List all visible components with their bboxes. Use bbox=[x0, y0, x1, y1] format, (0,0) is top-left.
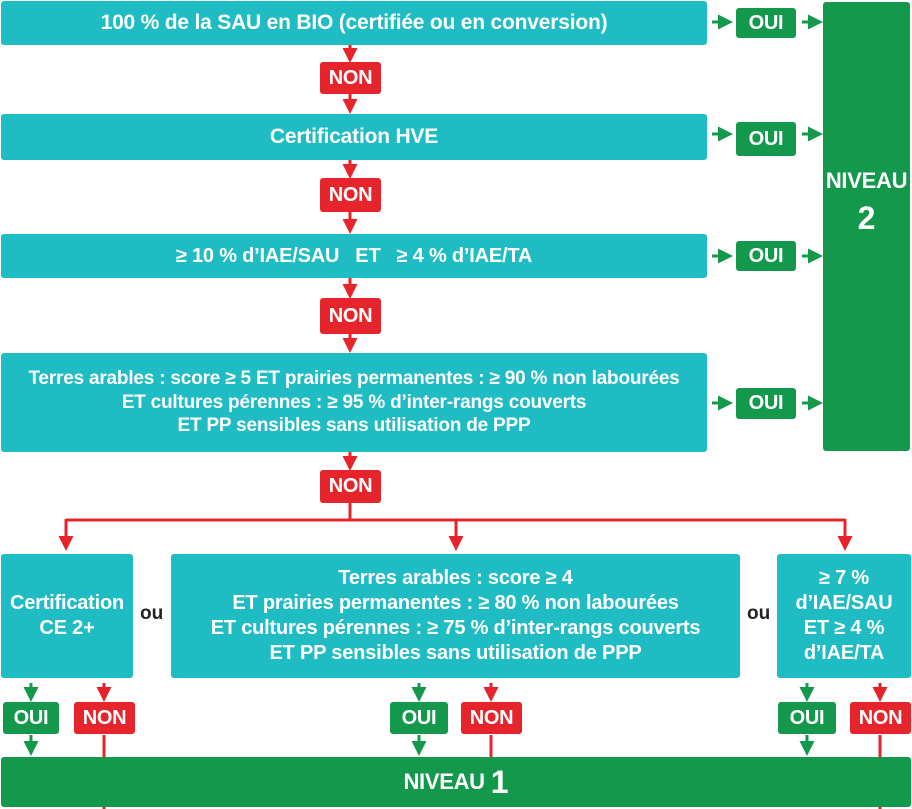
criterion-iae-text: ≥ 10 % d’IAE/SAU ET ≥ 4 % d’IAE/TA bbox=[175, 244, 533, 267]
criterion-bio-box bbox=[1, 1, 707, 45]
level-1-number: 1 bbox=[490, 763, 509, 800]
oui-tag: OUI bbox=[736, 388, 796, 419]
oui-tag: OUI bbox=[3, 702, 59, 734]
non-tag: NON bbox=[320, 298, 381, 334]
level-1-word: NIVEAU bbox=[403, 769, 485, 794]
non-tag: NON bbox=[320, 62, 381, 94]
oui-tag: OUI bbox=[736, 122, 796, 156]
criterion-grassland-line: ET PP sensibles sans utilisation de PPP bbox=[177, 415, 531, 437]
or-label: ou bbox=[140, 603, 164, 624]
oui-tag: OUI bbox=[736, 8, 796, 38]
branch-ce2-box bbox=[1, 554, 133, 678]
level-2-box bbox=[823, 2, 910, 451]
criterion-bio-text: 100 % de la SAU en BIO (certifiée ou en conversion) bbox=[100, 10, 608, 34]
criterion-hve-box bbox=[1, 114, 707, 160]
branch-grassland-line: Terres arables : score ≥ 4 bbox=[338, 567, 573, 589]
oui-tag: OUI bbox=[736, 241, 796, 271]
level-2-number: 2 bbox=[857, 200, 876, 236]
non-tag: NON bbox=[320, 178, 381, 212]
branch-iae-line: ≥ 7 % bbox=[819, 567, 869, 589]
branch-iae-line: d’IAE/SAU bbox=[795, 592, 893, 614]
oui-tag: OUI bbox=[778, 702, 836, 734]
criterion-hve-text: Certification HVE bbox=[269, 124, 439, 148]
branch-iae-line: ET ≥ 4 % bbox=[803, 617, 885, 639]
or-label: ou bbox=[747, 603, 771, 624]
branch-iae-box bbox=[777, 554, 911, 678]
non-tag: NON bbox=[74, 702, 135, 734]
branch-grassland-box bbox=[171, 554, 740, 678]
branch-grassland-line: ET prairies permanentes : ≥ 80 % non labourées bbox=[232, 592, 679, 614]
branch-iae-line: d’IAE/TA bbox=[803, 642, 885, 664]
criterion-grassland-box bbox=[1, 353, 707, 452]
criterion-grassland-line: ET cultures pérennes : ≥ 95 % d’inter-rangs couverts bbox=[121, 391, 587, 413]
level-2-word: NIVEAU bbox=[825, 168, 908, 193]
criterion-grassland-line: Terres arables : score ≥ 5 ET prairies permanentes : ≥ 90 % non labourées bbox=[28, 367, 680, 389]
branch-ce2-line: Certification bbox=[9, 592, 125, 614]
non-tag: NON bbox=[320, 470, 381, 503]
oui-tag: OUI bbox=[390, 702, 448, 734]
branch-ce2-line: CE 2+ bbox=[39, 617, 95, 639]
branch-grassland-line: ET PP sensibles sans utilisation de PPP bbox=[269, 642, 642, 664]
level-1-box bbox=[1, 757, 911, 807]
branch-grassland-line: ET cultures pérennes : ≥ 75 % d’inter-rangs couverts bbox=[210, 617, 701, 639]
non-tag: NON bbox=[461, 702, 522, 734]
non-tag: NON bbox=[850, 702, 911, 734]
criterion-iae-box bbox=[1, 234, 707, 278]
